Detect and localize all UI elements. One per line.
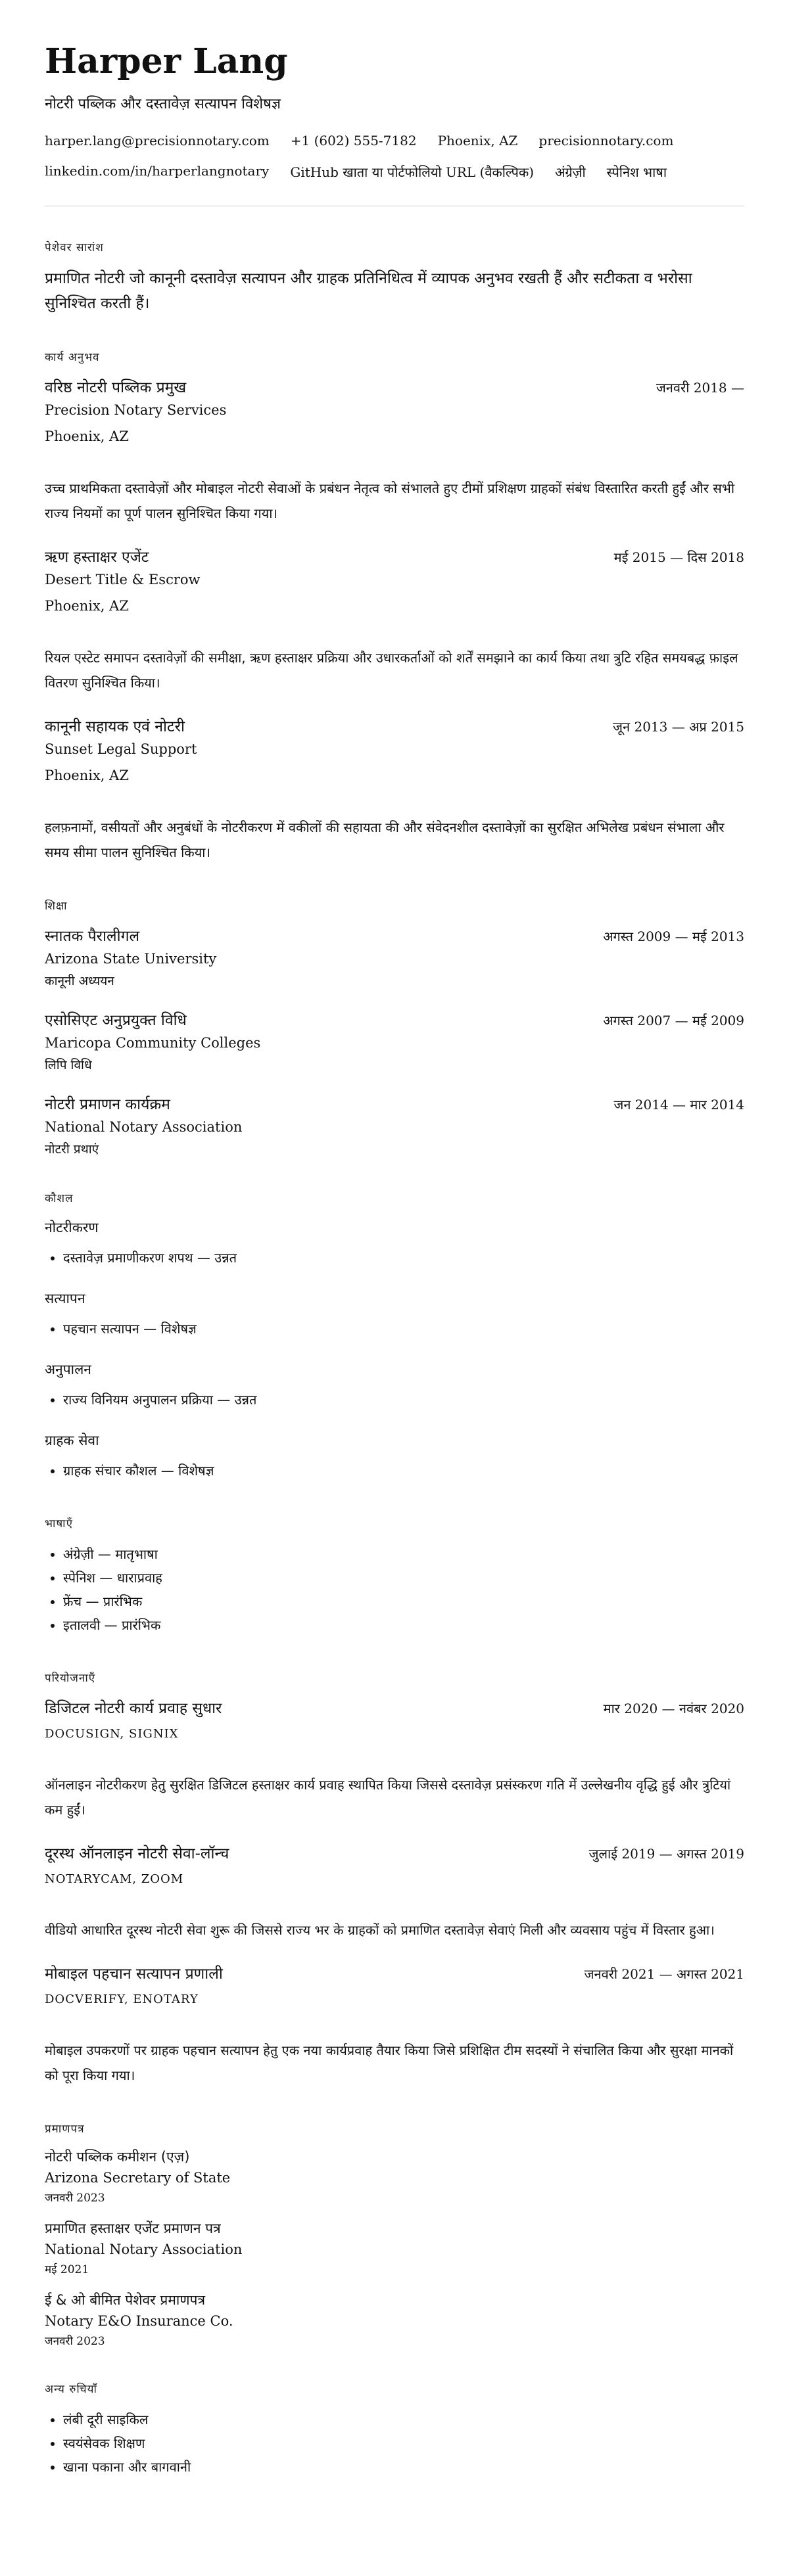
languages-heading: भाषाएँ [45, 1517, 73, 1530]
language-spanish: स्पेनिश भाषा [606, 164, 667, 180]
contact-row-primary [45, 133, 744, 149]
certification-date: जनवरी 2023 [45, 2335, 105, 2348]
degree-title: एसोसिएट अनुप्रयुक्त विधि [45, 1012, 187, 1029]
certification-date: जनवरी 2023 [45, 2192, 105, 2205]
skill-group-title: ग्राहक सेवा [45, 1433, 99, 1448]
project-description: मोबाइल उपकरणों पर ग्राहक पहचान सत्यापन हेतु एक नया कार्यप्रवाह तैयार किया जिसे प्रशिक्षित टीम सदस्यों ने संचालित किया और सुरक्षा मानकों को पूरा किया गया। [45, 2042, 734, 2083]
institution-name: National Notary Association [45, 1119, 243, 1135]
institution-name: Maricopa Community Colleges [45, 1035, 261, 1051]
portfolio-link[interactable]: GitHub खाता या पोर्टफोलियो URL (वैकल्पिक) [290, 164, 535, 180]
language-item: • फ्रेंच — प्रारंभिक [63, 1590, 744, 1613]
job-title: कानूनी सहायक एवं नोटरी [45, 718, 185, 735]
project-description: ऑनलाइन नोटरीकरण हेतु सुरक्षित डिजिटल हस्ताक्षर कार्य प्रवाह स्थापित किया जिससे दस्तावेज़ प्रसंस्करण गति में उल्लेखनीय वृद्धि हुई और त्रुटियां कम हुईं। [45, 1777, 731, 1818]
professional-title: नोटरी पब्लिक और दस्तावेज़ सत्यापन विशेषज्ञ [45, 96, 281, 112]
summary-text: प्रमाणित नोटरी जो कानूनी दस्तावेज़ सत्यापन और ग्राहक प्रतिनिधित्व में व्यापक अनुभव रखती हैं और सटीकता व भरोसा सुनिश्चित करती हैं। [45, 270, 692, 312]
field-of-study: नोटरी प्रथाएं [45, 1142, 99, 1157]
certification-issuer: Notary E&O Insurance Co. [45, 2313, 233, 2329]
job-location: Phoenix, AZ [45, 768, 129, 783]
project-technologies: DOCVERIFY, ENOTARY [45, 1992, 199, 2006]
experience-heading: कार्य अनुभव [45, 351, 100, 364]
job-company: Precision Notary Services [45, 402, 227, 418]
linkedin-link[interactable]: linkedin.com/in/harperlangnotary [45, 163, 270, 179]
projects-heading: परियोजनाएँ [45, 1672, 96, 1685]
job-company: Sunset Legal Support [45, 741, 197, 757]
language-item: • इतालवी — प्रारंभिक [63, 1613, 744, 1637]
experience-entry [45, 545, 744, 695]
education-dates: जन 2014 — मार 2014 [613, 1097, 744, 1113]
education-heading: शिक्षा [45, 900, 68, 913]
skill-item: • ग्राहक संचार कौशल — विशेषज्ञ [63, 1459, 744, 1483]
certifications-heading: प्रमाणपत्र [45, 2123, 85, 2136]
skill-group [45, 1431, 744, 1483]
project-technologies: NOTARYCAM, ZOOM [45, 1872, 184, 1886]
certification-entry [45, 2219, 744, 2276]
degree-title: नोटरी प्रमाणन कार्यक्रम [45, 1096, 170, 1113]
job-description: रियल एस्टेट समापन दस्तावेज़ों की समीक्षा, ऋण हस्ताक्षर प्रक्रिया और उधारकर्ताओं को शर्तें समझाने का कार्य किया तथा त्रुटि रहित समयबद्ध फ़ाइल वितरण सुनिश्चित किया। [45, 650, 738, 691]
contact-row-secondary [45, 163, 744, 181]
project-title: दूरस्थ ऑनलाइन नोटरी सेवा-लॉन्च [45, 1845, 229, 1862]
interest-item: • स्वयंसेवक शिक्षण [63, 2431, 744, 2455]
interest-item: • लंबी दूरी साइकिल [63, 2408, 744, 2431]
resume-page [45, 0, 744, 2479]
field-of-study: लिपि विधि [45, 1058, 92, 1072]
certification-issuer: Arizona Secretary of State [45, 2170, 231, 2186]
certification-entry [45, 2291, 744, 2348]
skill-group-title: सत्यापन [45, 1291, 85, 1306]
job-location: Phoenix, AZ [45, 598, 129, 614]
summary-heading: पेशेवर सारांश [45, 241, 104, 254]
interests-heading: अन्य रुचियाँ [45, 2383, 97, 2396]
email-link[interactable]: harper.lang@precisionnotary.com [45, 133, 270, 149]
job-dates: मई 2015 — दिस 2018 [613, 549, 744, 565]
certification-title: नोटरी पब्लिक कमीशन (एज़) [45, 2149, 190, 2165]
skill-group-title: अनुपालन [45, 1362, 91, 1377]
language-item: • स्पेनिश — धाराप्रवाह [63, 1566, 744, 1590]
education-dates: अगस्त 2009 — मई 2013 [603, 929, 744, 944]
education-entry [45, 1093, 744, 1157]
project-entry [45, 1842, 744, 1943]
person-name: Harper Lang [45, 41, 288, 81]
job-dates: जनवरी 2018 — [656, 380, 744, 396]
job-title: ऋण हस्ताक्षर एजेंट [45, 549, 149, 566]
job-description: हलफ़नामों, वसीयतों और अनुबंधों के नोटरीकरण में वकीलों की सहायता की और संवेदनशील दस्तावेज़ों का सुरक्षित अभिलेख प्रबंधन संभाला और समय सीमा पालन सुनिश्चित किया। [45, 819, 725, 860]
certification-date: मई 2021 [45, 2263, 89, 2276]
experience-entry [45, 376, 744, 526]
project-description: वीडियो आधारित दूरस्थ नोटरी सेवा शुरू की जिससे राज्य भर के ग्राहकों को प्रमाणित दस्तावेज़ सेवाएं मिली और व्यवसाय पहुंच में विस्तार हुआ। [45, 1922, 715, 1938]
skill-group [45, 1218, 744, 1270]
project-dates: मार 2020 — नवंबर 2020 [603, 1701, 744, 1716]
phone-number[interactable]: +1 (602) 555-7182 [290, 133, 417, 149]
project-title: मोबाइल पहचान सत्यापन प्रणाली [45, 1966, 223, 1983]
skill-group [45, 1360, 744, 1412]
job-dates: जून 2013 — अप्र 2015 [613, 719, 744, 735]
interest-item: • खाना पकाना और बागवानी [63, 2455, 744, 2479]
language-item: • अंग्रेज़ी — मातृभाषा [63, 1542, 744, 1566]
education-entry [45, 925, 744, 989]
location-text: Phoenix, AZ [437, 133, 518, 149]
language-english: अंग्रेज़ी [555, 164, 586, 180]
interests-list [45, 2408, 744, 2479]
project-entry [45, 1697, 744, 1822]
project-technologies: DOCUSIGN, SIGNIX [45, 1727, 179, 1741]
education-dates: अगस्त 2007 — मई 2009 [603, 1013, 744, 1028]
project-title: डिजिटल नोटरी कार्य प्रवाह सुधार [45, 1700, 222, 1717]
certification-title: ई & ओ बीमित पेशेवर प्रमाणपत्र [45, 2292, 206, 2308]
experience-entry [45, 715, 744, 865]
skill-item: • राज्य विनियम अनुपालन प्रक्रिया — उन्नत [63, 1388, 744, 1412]
degree-title: स्नातक पैरालीगल [45, 928, 140, 945]
certification-entry [45, 2148, 744, 2205]
skills-heading: कौशल [45, 1192, 74, 1205]
project-entry [45, 1962, 744, 2088]
languages-list [45, 1542, 744, 1637]
field-of-study: कानूनी अध्ययन [45, 974, 114, 988]
project-dates: जनवरी 2021 — अगस्त 2021 [584, 1966, 744, 1982]
website-link[interactable]: precisionnotary.com [538, 133, 674, 149]
skill-group [45, 1289, 744, 1341]
job-company: Desert Title & Escrow [45, 572, 201, 587]
job-location: Phoenix, AZ [45, 428, 129, 444]
job-description: उच्च प्राथमिकता दस्तावेज़ों और मोबाइल नोटरी सेवाओं के प्रबंधन नेतृत्व को संभालते हुए टीमों प्रशिक्षण ग्राहकों संबंध विस्तारित करती हुईं और सभी राज्य नियमों का पूर्ण पालन सुनिश्चित किया गया। [45, 480, 735, 521]
project-dates: जुलाई 2019 — अगस्त 2019 [588, 1846, 744, 1862]
skill-group-title: नोटरीकरण [45, 1220, 99, 1235]
skill-item: • पहचान सत्यापन — विशेषज्ञ [63, 1317, 744, 1341]
institution-name: Arizona State University [45, 951, 217, 967]
skill-item: • दस्तावेज़ प्रमाणीकरण शपथ — उन्नत [63, 1246, 744, 1270]
job-title: वरिष्ठ नोटरी पब्लिक प्रमुख [45, 379, 187, 396]
certification-title: प्रमाणित हस्ताक्षर एजेंट प्रमाणन पत्र [45, 2220, 221, 2236]
education-entry [45, 1009, 744, 1073]
certification-issuer: National Notary Association [45, 2242, 243, 2257]
